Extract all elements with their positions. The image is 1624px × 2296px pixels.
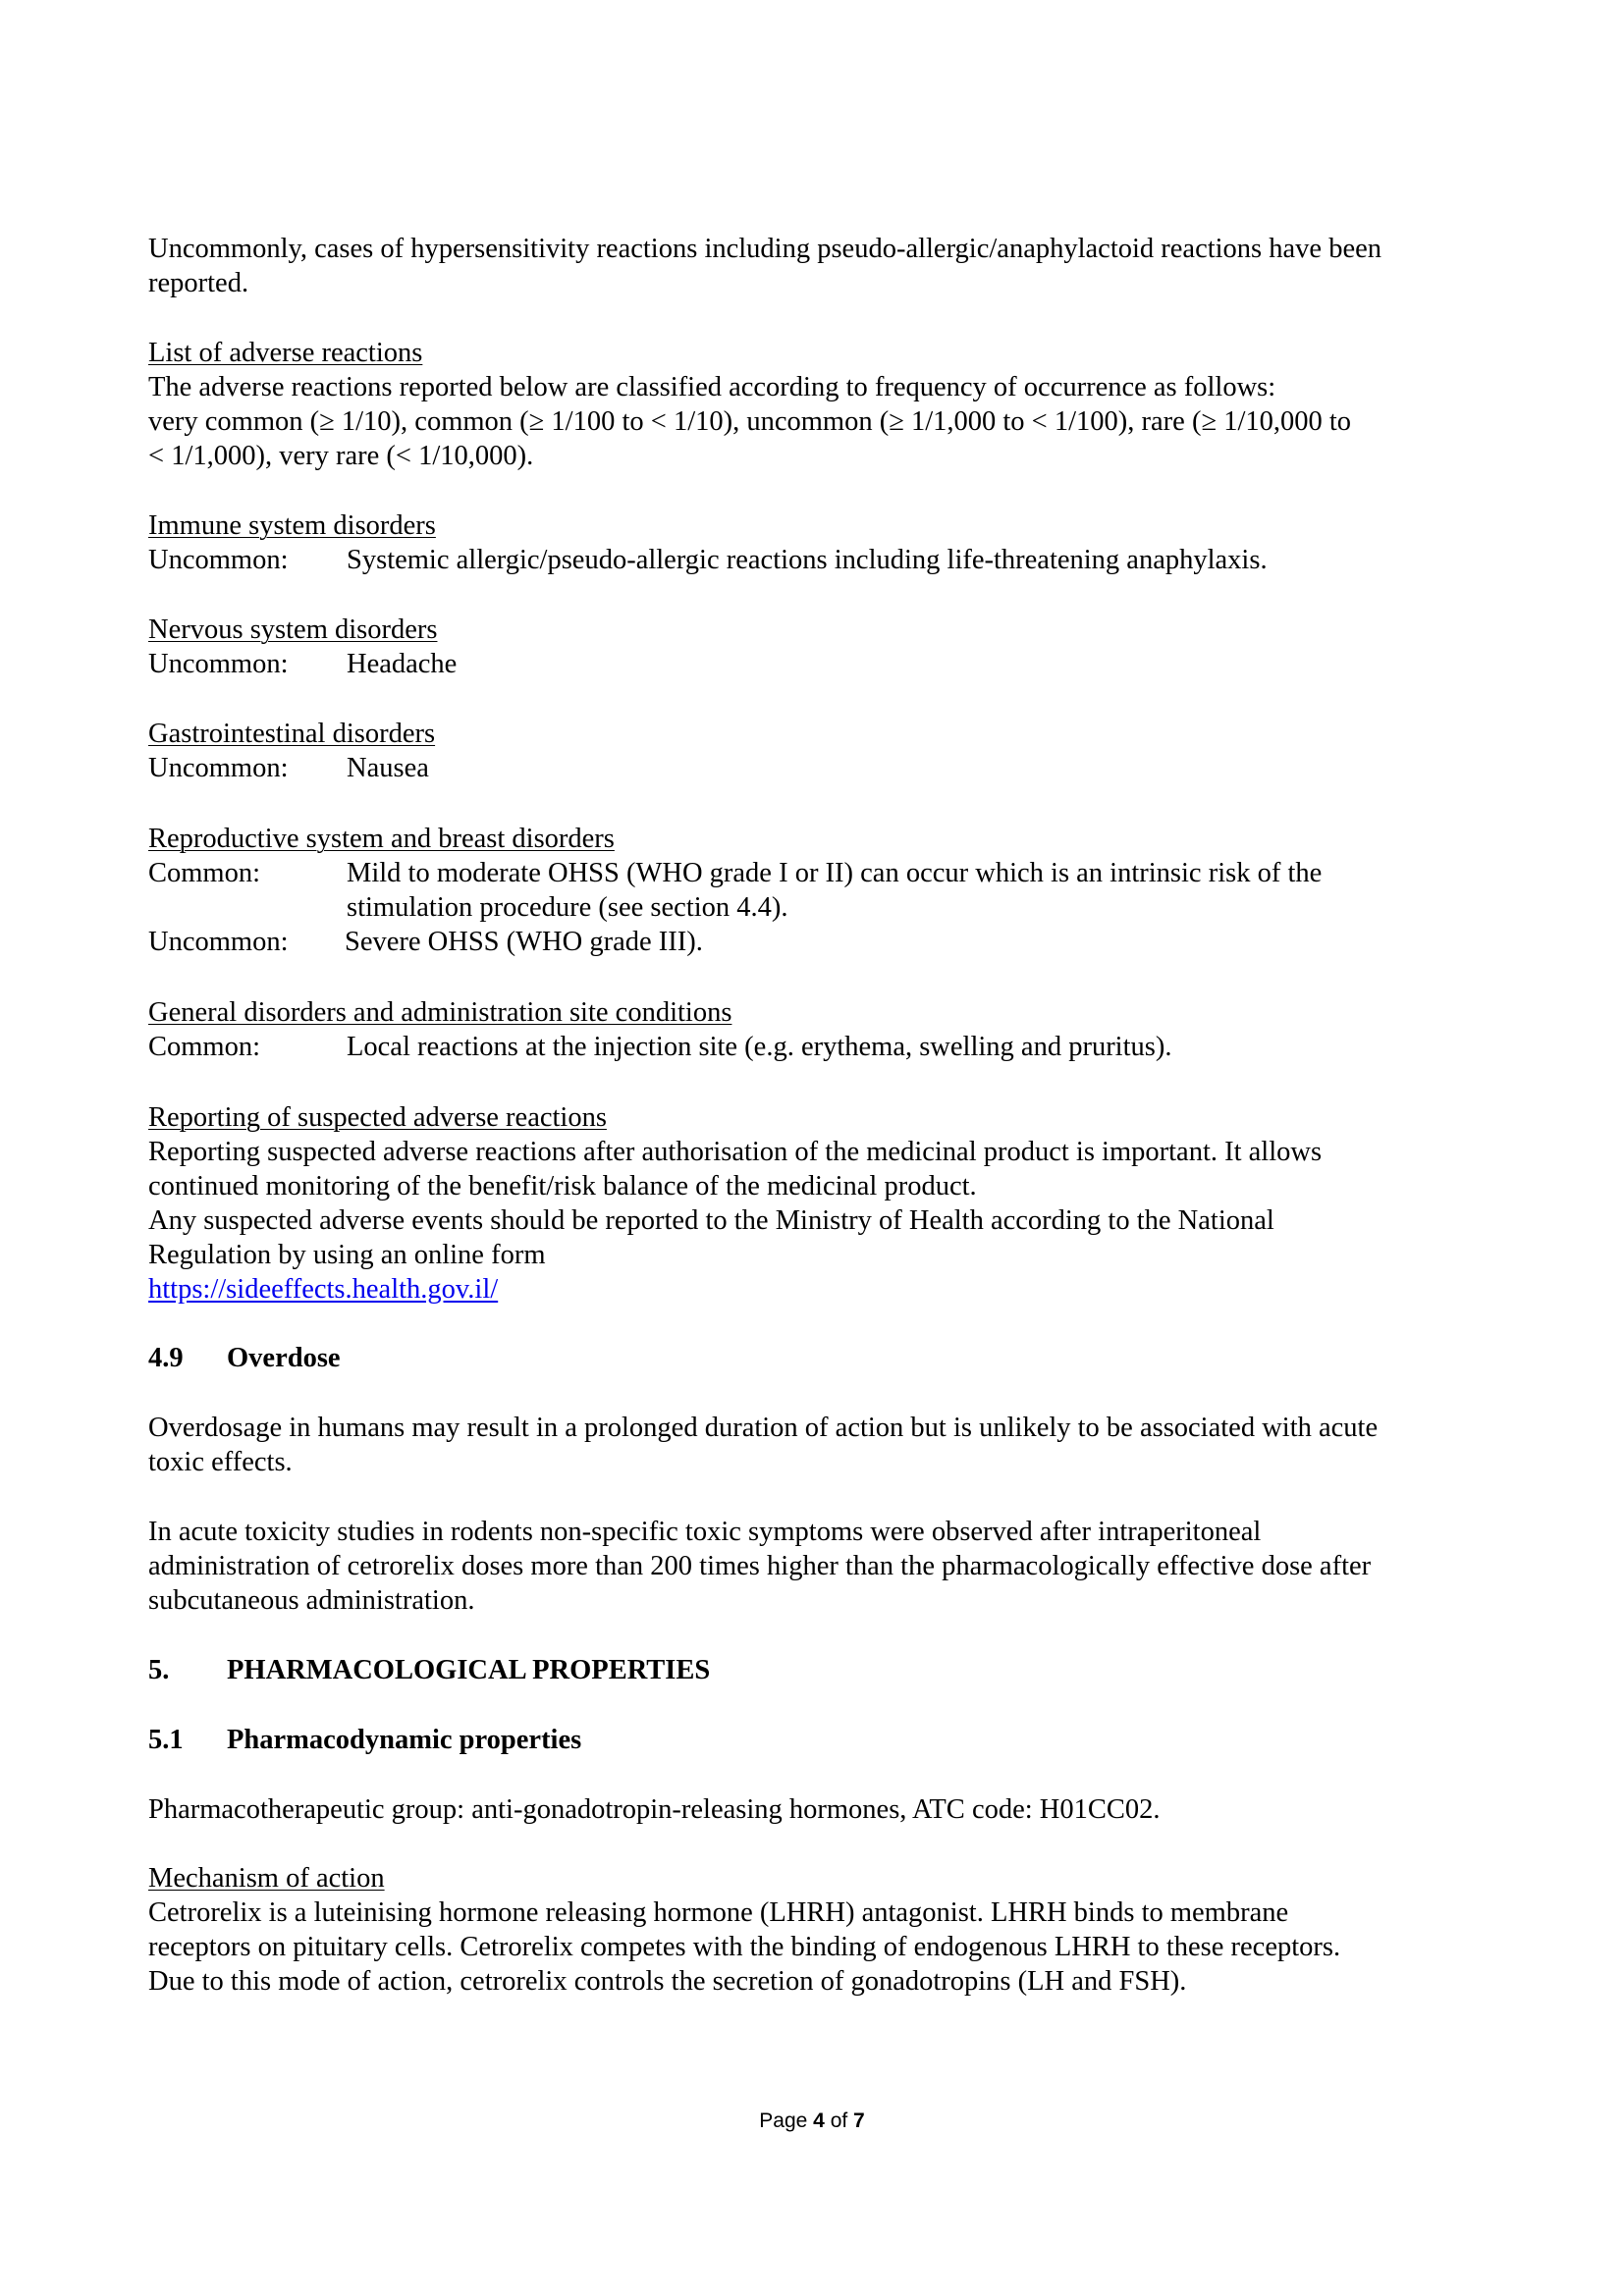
overdose-paragraph bbox=[148, 1411, 1493, 1479]
paragraph-line: continued monitoring of the benefit/risk balance of the medicinal product. bbox=[148, 1171, 977, 1201]
paragraph-line: subcutaneous administration. bbox=[148, 1585, 475, 1616]
pharmacotherapeutic-group bbox=[148, 1792, 1493, 1827]
frequency-label: Uncommon: bbox=[148, 927, 289, 957]
paragraph-line: toxic effects. bbox=[148, 1447, 293, 1477]
reaction-text: Systemic allergic/pseudo-allergic reactions including life-threatening anaphylaxis. bbox=[347, 545, 1268, 575]
section-heading: Reproductive system and breast disorders bbox=[148, 824, 615, 854]
frequency-row-continued bbox=[148, 890, 1493, 925]
gastrointestinal-disorders-section bbox=[148, 717, 1493, 785]
paragraph-line: Reporting suspected adverse reactions after authorisation of the medicinal product is important. It allows bbox=[148, 1137, 1323, 1167]
reporting-section bbox=[148, 1100, 1493, 1307]
section-title bbox=[148, 1341, 1493, 1375]
section-heading: General disorders and administration site conditions bbox=[148, 997, 732, 1028]
section-number: 5.1 bbox=[148, 1725, 184, 1755]
section-title bbox=[148, 1723, 1493, 1757]
frequency-label: Uncommon: bbox=[148, 649, 289, 679]
reaction-text: Nausea bbox=[347, 753, 429, 783]
paragraph-line: Any suspected adverse events should be reported to the Ministry of Health according to the National bbox=[148, 1205, 1274, 1236]
frequency-row bbox=[148, 647, 1493, 681]
page-current: 4 bbox=[813, 2109, 825, 2132]
reaction-text: Mild to moderate OHSS (WHO grade I or II) can occur which is an intrinsic risk of the bbox=[347, 858, 1323, 888]
page-total: 7 bbox=[853, 2109, 865, 2132]
paragraph-line: Regulation by using an online form bbox=[148, 1240, 546, 1270]
paragraph-line: very common (≥ 1/10), common (≥ 1/100 to < 1/10), uncommon (≥ 1/1,000 to < 1/100), rare (≥ 1/10,000 to bbox=[148, 406, 1352, 437]
paragraph-line: Due to this mode of action, cetrorelix controls the secretion of gonadotropins (LH and FSH). bbox=[148, 1966, 1187, 1997]
immune-disorders-section bbox=[148, 508, 1493, 577]
frequency-label: Common: bbox=[148, 858, 261, 888]
section-title bbox=[148, 1653, 1493, 1687]
intro-paragraph bbox=[148, 232, 1493, 300]
frequency-label: Uncommon: bbox=[148, 753, 289, 783]
frequency-row bbox=[148, 751, 1493, 785]
section-name: Overdose bbox=[227, 1343, 341, 1373]
frequency-row bbox=[148, 856, 1493, 890]
nervous-disorders-section bbox=[148, 613, 1493, 681]
intro-line: reported. bbox=[148, 268, 249, 298]
frequency-row bbox=[148, 543, 1493, 577]
paragraph-line: Cetrorelix is a luteinising hormone releasing hormone (LHRH) antagonist. LHRH binds to membrane bbox=[148, 1897, 1289, 1928]
section-5 bbox=[148, 1653, 1493, 1687]
page-label: Page bbox=[759, 2109, 808, 2132]
section-heading: Mechanism of action bbox=[148, 1863, 385, 1894]
frequency-row bbox=[148, 925, 1493, 959]
paragraph-line: < 1/1,000), very rare (< 1/10,000). bbox=[148, 441, 534, 471]
mechanism-section bbox=[148, 1861, 1493, 1999]
reaction-text: Headache bbox=[347, 649, 458, 679]
section-name: PHARMACOLOGICAL PROPERTIES bbox=[227, 1655, 711, 1685]
section-heading: Nervous system disorders bbox=[148, 614, 438, 645]
frequency-label: Common: bbox=[148, 1032, 261, 1062]
overdose-section bbox=[148, 1341, 1493, 1375]
section-name: Pharmacodynamic properties bbox=[227, 1725, 582, 1755]
paragraph-line: Pharmacotherapeutic group: anti-gonadotropin-releasing hormones, ATC code: H01CC02. bbox=[148, 1794, 1161, 1825]
intro-line: Uncommonly, cases of hypersensitivity reactions including pseudo-allergic/anaphylactoid reactions have been bbox=[148, 234, 1381, 264]
paragraph-line: In acute toxicity studies in rodents non-specific toxic symptoms were observed after intraperitoneal bbox=[148, 1517, 1262, 1547]
adverse-reactions-list-section bbox=[148, 336, 1493, 473]
paragraph-line: administration of cetrorelix doses more than 200 times higher than the pharmacologically effective dose after bbox=[148, 1551, 1372, 1581]
frequency-row bbox=[148, 1030, 1493, 1064]
reproductive-disorders-section bbox=[148, 822, 1493, 959]
paragraph-line: The adverse reactions reported below are classified according to frequency of occurrence as follows: bbox=[148, 372, 1276, 402]
page-footer bbox=[0, 2109, 1624, 2134]
overdose-paragraph bbox=[148, 1515, 1493, 1618]
section-number: 5. bbox=[148, 1655, 170, 1685]
paragraph-line: receptors on pituitary cells. Cetrorelix competes with the binding of endogenous LHRH to these receptors. bbox=[148, 1932, 1341, 1962]
section-heading: Immune system disorders bbox=[148, 510, 436, 541]
section-heading: Gastrointestinal disorders bbox=[148, 719, 436, 749]
reporting-link[interactable]: https://sideeffects.health.gov.il/ bbox=[148, 1274, 499, 1305]
reaction-text: stimulation procedure (see section 4.4). bbox=[347, 892, 788, 923]
page-of: of bbox=[830, 2109, 848, 2132]
frequency-label: Uncommon: bbox=[148, 545, 289, 575]
reaction-text: Local reactions at the injection site (e.g. erythema, swelling and pruritus). bbox=[347, 1032, 1172, 1062]
paragraph-line: Overdosage in humans may result in a prolonged duration of action but is unlikely to be associated with acute bbox=[148, 1413, 1379, 1443]
general-disorders-section bbox=[148, 995, 1493, 1064]
section-5-1 bbox=[148, 1723, 1493, 1757]
section-heading: Reporting of suspected adverse reactions bbox=[148, 1102, 607, 1133]
reaction-text: Severe OHSS (WHO grade III). bbox=[345, 927, 703, 957]
section-heading: List of adverse reactions bbox=[148, 338, 423, 368]
section-number: 4.9 bbox=[148, 1343, 184, 1373]
